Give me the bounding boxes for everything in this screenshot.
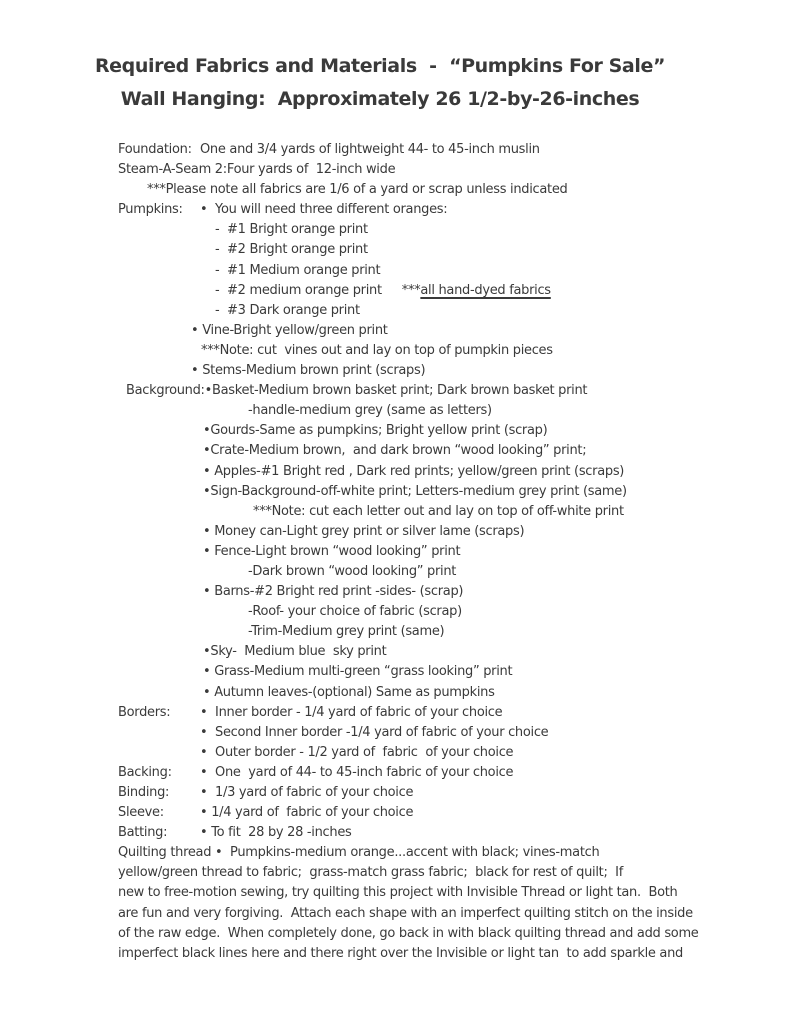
list-item [0,582,791,602]
list-item-with-note [0,281,791,301]
list-item [0,622,791,642]
list-item [0,562,791,582]
list-item [0,421,791,441]
line-text: • Stems-Medium brown print (scraps) [191,363,426,379]
section-row-backing [0,763,791,783]
line-text: •Crate-Medium brown, and dark brown “wood looking” print; [203,443,587,459]
section-label: Pumpkins: [118,202,183,218]
line-text: • 1/4 yard of fabric of your choice [200,805,414,821]
note-stars: *** [401,282,421,298]
line-text: • Vine-Bright yellow/green print [191,322,388,338]
section-row-foundation [0,140,791,160]
line-text: ***Note: cut each letter out and lay on top of off-white print [253,503,624,519]
list-item [0,321,791,341]
section-label: Backing: [118,764,172,780]
section-row-batting [0,823,791,843]
line-text: are fun and very forgiving. Attach each shape with an imperfect quilting stitch on the inside [118,905,693,921]
paragraph-line [0,843,791,863]
line-text: One and 3/4 yards of lightweight 44- to 45-inch muslin [200,142,540,157]
note-line [0,502,791,522]
section-label: Binding: [118,785,170,800]
list-item [0,683,791,703]
line-text: ***Please note all fabrics are 1/6 of a yard or scrap unless indicated [147,182,568,198]
line-text: • Barns-#2 Bright red print -sides- (scrap) [203,584,464,600]
line-text: - #2 medium orange print [215,282,382,298]
section-row-pumpkins [0,200,791,220]
list-item [0,743,791,763]
line-text: - #1 Medium orange print [215,262,381,278]
section-row-steam-a-seam [0,160,791,180]
list-item [0,301,791,321]
line-text: imperfect black lines here and there right over the Invisible or light tan to add sparkle and [118,945,683,961]
line-text: • You will need three different oranges: [200,202,448,218]
materials-list [0,140,791,964]
paragraph-line [0,924,791,944]
paragraph-line [0,863,791,883]
list-item [0,220,791,240]
line-text: yellow/green thread to fabric; grass-match grass fabric; black for rest of quilt; If [118,865,623,881]
note-line [0,341,791,361]
list-item [0,602,791,622]
list-item [0,723,791,743]
section-row-background [0,381,791,401]
list-item [0,261,791,281]
list-item [0,482,791,502]
line-text: • To fit 28 by 28 -inches [200,825,352,841]
section-row-sleeve [0,803,791,823]
line-text: • Inner border - 1/4 yard of fabric of your choice [200,704,503,720]
paragraph-line [0,904,791,924]
title-line-2: Wall Hanging: Approximately 26 1/2-by-26-inches [120,88,640,110]
paragraph-line [0,944,791,964]
line-text: - #2 Bright orange print [215,242,368,258]
line-text: • Money can-Light grey print or silver lame (scraps) [203,523,525,539]
section-label: Steam-A-Seam 2: [118,162,227,178]
section-label: Foundation: [118,142,192,157]
line-text: • Fence-Light brown “wood looking” print [203,543,461,559]
line-text: -handle-medium grey (same as letters) [248,403,492,419]
note-line [0,180,791,200]
list-item [0,361,791,381]
line-text: •Basket-Medium brown basket print; Dark brown basket print [204,383,588,399]
note-underlined: all hand-dyed fabrics [420,282,551,298]
list-item [0,662,791,682]
list-item [0,240,791,260]
section-label: Sleeve: [118,805,164,821]
line-text: •Sign-Background-off-white print; Letters-medium grey print (same) [203,483,627,499]
section-label: Borders: [118,704,171,720]
line-text: • Outer border - 1/2 yard of fabric of your choice [200,744,514,760]
list-item [0,401,791,421]
section-label: Batting: [118,825,168,841]
title-line-1: Required Fabrics and Materials - “Pumpkins For Sale” [94,55,666,77]
document-title [0,50,760,116]
line-text: • Autumn leaves-(optional) Same as pumpkins [203,684,495,700]
section-label: Background: [126,383,205,399]
section-row-borders [0,703,791,723]
line-text: • Apples-#1 Bright red , Dark red prints; yellow/green print (scraps) [203,463,625,479]
line-text: Four yards of 12-inch wide [226,162,396,178]
line-text: -Trim-Medium grey print (same) [248,624,445,640]
line-text: -Dark brown “wood looking” print [248,563,457,579]
line-text: • Second Inner border -1/4 yard of fabric of your choice [200,724,549,740]
line-text: - #3 Dark orange print [215,302,360,318]
list-item [0,542,791,562]
line-text: • Grass-Medium multi-green “grass looking” print [203,664,513,680]
line-text: •Sky- Medium blue sky print [203,644,387,660]
line-text: ***Note: cut vines out and lay on top of pumpkin pieces [201,342,553,358]
line-text: •Gourds-Same as pumpkins; Bright yellow print (scrap) [203,423,548,439]
list-item [0,642,791,662]
line-text: -Roof- your choice of fabric (scrap) [248,604,462,620]
section-row-binding [0,783,791,803]
line-text: new to free-motion sewing, try quilting this project with Invisible Thread or light tan. Both [118,885,678,901]
line-text: • 1/3 yard of fabric of your choice [200,785,414,800]
list-item [0,522,791,542]
line-text: - #1 Bright orange print [215,222,368,238]
line-text: • One yard of 44- to 45-inch fabric of your choice [200,764,514,780]
list-item [0,441,791,461]
paragraph-line [0,883,791,903]
line-text: Quilting thread • Pumpkins-medium orange...accent with black; vines-match [118,845,600,861]
line-text: of the raw edge. When completely done, go back in with black quilting thread and add some [118,925,699,941]
list-item [0,462,791,482]
